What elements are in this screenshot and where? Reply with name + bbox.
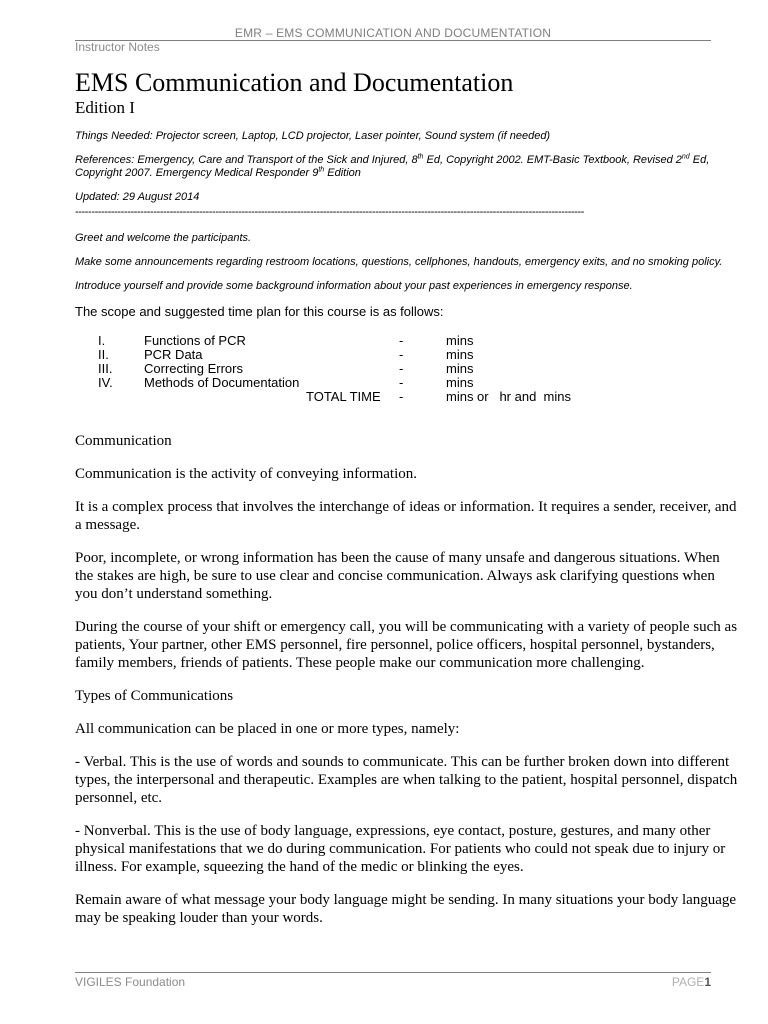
row-number: II. bbox=[98, 347, 109, 362]
paragraph: Remain aware of what message your body language might be sending. In many situations your body language may be speaking louder than your words. bbox=[75, 892, 737, 926]
footer-organization: VIGILES Foundation bbox=[75, 975, 186, 989]
introduce-note: Introduce yourself and provide some background information about your past experiences in emergency response. bbox=[75, 280, 633, 292]
paragraph: - Verbal. This is the use of words and sounds to communicate. This can be further broken down into different types, the interpersonal and therapeutic. Examples are when talking to the patient, hospital personnel, dispatch personnel, etc. bbox=[75, 754, 738, 806]
row-dash: - bbox=[399, 361, 404, 376]
page-indicator bbox=[672, 975, 711, 989]
header-rule bbox=[75, 40, 711, 41]
total-time-label: TOTAL TIME bbox=[306, 389, 381, 404]
section-heading-types: Types of Communications bbox=[75, 688, 234, 704]
paragraph: Communication is the activity of conveying information. bbox=[75, 466, 418, 482]
things-needed: Things Needed: Projector screen, Laptop, LCD projector, Laser pointer, Sound system (if needed) bbox=[75, 130, 551, 142]
footer-rule bbox=[75, 972, 711, 973]
document-title: EMS Communication and Documentation bbox=[75, 68, 514, 97]
paragraph: All communication can be placed in one or more types, namely: bbox=[75, 721, 460, 737]
scope-intro: The scope and suggested time plan for this course is as follows: bbox=[75, 304, 444, 319]
total-dash: - bbox=[399, 389, 404, 404]
row-mins: mins bbox=[446, 333, 474, 348]
paragraph: - Nonverbal. This is the use of body language, expressions, eye contact, posture, gestures, and many other physical manifestations that we do during communication. For patients who could not speak due to injury or illness. For example, squeezing the hand of the medic or blinking the eyes. bbox=[75, 823, 726, 875]
row-dash: - bbox=[399, 333, 404, 348]
row-topic: Functions of PCR bbox=[144, 333, 246, 348]
row-topic: PCR Data bbox=[144, 347, 203, 362]
page-label: PAGE bbox=[671, 975, 705, 989]
row-mins: mins bbox=[446, 347, 474, 362]
row-number: IV. bbox=[98, 375, 113, 390]
references: References: Emergency, Care and Transport of the Sick and Injured, 8th Ed, Copyright 2002. EMT-Basic Textbook, Revised 2nd Ed, Copyright 2007. Emergency Medical Responder 9th Edition bbox=[75, 153, 710, 179]
running-header: EMR – EMS COMMUNICATION AND DOCUMENTATION bbox=[234, 26, 552, 40]
row-topic: Methods of Documentation bbox=[144, 375, 300, 390]
row-mins: mins bbox=[446, 375, 474, 390]
row-mins: mins bbox=[446, 361, 474, 376]
paragraph: Poor, incomplete, or wrong information has been the cause of many unsafe and dangerous situations. When the stakes are high, be sure to use clear and concise communication. Always ask clarifying questions when you don’t understand something. bbox=[75, 550, 720, 602]
edition-label: Edition I bbox=[75, 98, 135, 117]
row-dash: - bbox=[399, 375, 404, 390]
time-plan-table bbox=[75, 334, 740, 404]
section-heading-communication: Communication bbox=[75, 433, 172, 449]
greet-note: Greet and welcome the participants. bbox=[75, 232, 252, 244]
row-dash: - bbox=[399, 347, 404, 362]
row-number: III. bbox=[98, 361, 113, 376]
paragraph: It is a complex process that involves the interchange of ideas or information. It requires a sender, receiver, and a message. bbox=[75, 499, 737, 533]
page-number: 1 bbox=[704, 975, 711, 989]
page-body bbox=[75, 68, 740, 942]
paragraph: During the course of your shift or emergency call, you will be communicating with a variety of people such as patients, Your partner, other EMS personnel, fire personnel, police officers, hospital personnel, bystanders, family members, friends of patients. These people make our communication more challenging. bbox=[75, 619, 738, 671]
row-topic: Correcting Errors bbox=[144, 361, 243, 376]
updated-date: Updated: 29 August 2014 bbox=[75, 191, 200, 203]
total-time-value: mins or hr and mins bbox=[446, 389, 571, 404]
row-number: I. bbox=[98, 333, 106, 348]
header-subtitle: Instructor Notes bbox=[75, 40, 160, 54]
separator-line: ------------------------------------------------------------------------------------------------------------------------------------------------------------ bbox=[75, 206, 585, 218]
announcements-note: Make some announcements regarding restroom locations, questions, cellphones, handouts, emergency exits, and no smoking policy. bbox=[75, 256, 723, 268]
